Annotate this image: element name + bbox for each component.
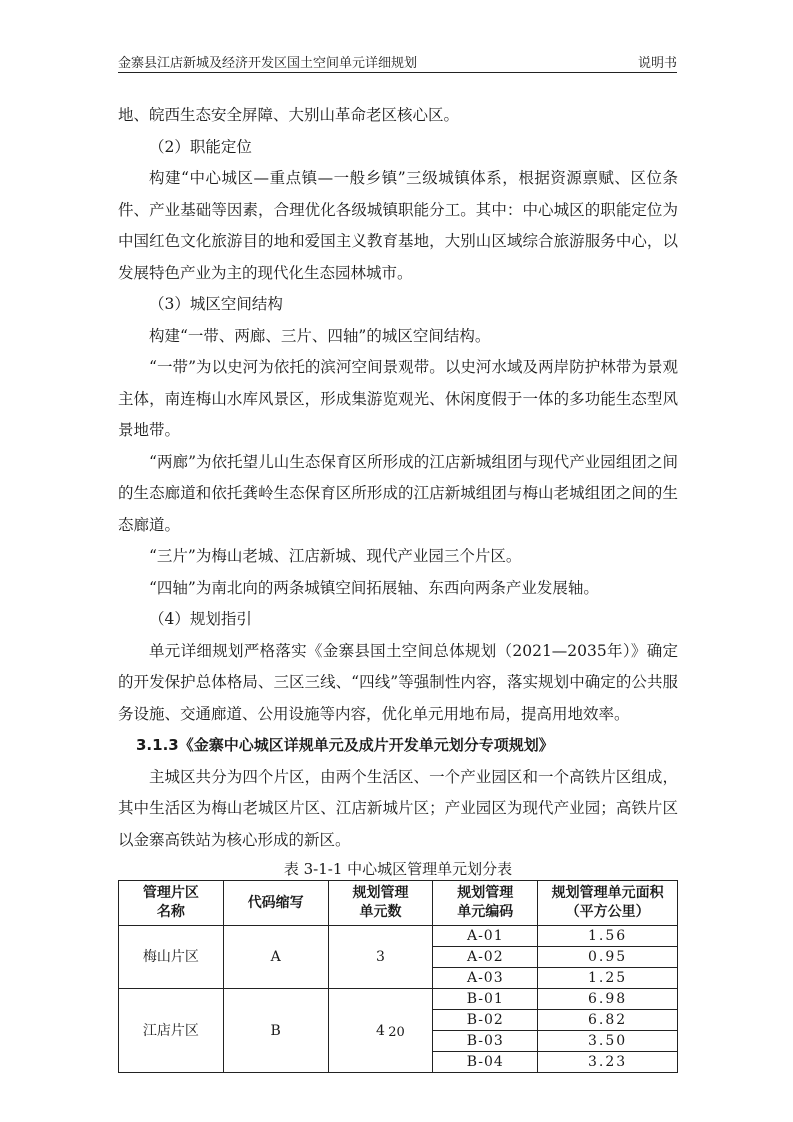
district-name: 梅山片区: [119, 926, 224, 989]
paragraph: 构建“中心城区—重点镇—一般乡镇”三级城镇体系，根据资源禀赋、区位条件、产业基础等因素，合理优化各级城镇职能分工。其中：中心城区的职能定位为中国红色文化旅游目的地和爱国主义教育基地，大别山区域综合旅游服务中心，以发展特色产业为主的现代化生态园林城市。: [118, 169, 678, 282]
subheading-structure: （3）城区空间结构: [149, 295, 283, 313]
table-row: [119, 926, 678, 947]
section-heading: 3.1.3《金寨中心城区详规单元及成片开发单元划分专项规划》: [136, 736, 554, 754]
unit-code: A-02: [433, 947, 538, 968]
column-header-code: 规划管理 单元编码: [433, 881, 538, 926]
column-header-abbr: 代码缩写: [223, 881, 328, 926]
unit-code: B-02: [433, 1010, 538, 1031]
paragraph: “四轴”为南北向的两条城镇空间拓展轴、东西向两条产业发展轴。: [149, 578, 599, 597]
unit-code: B-04: [433, 1052, 538, 1073]
unit-area: 1.25: [538, 968, 678, 989]
district-abbr: A: [223, 926, 328, 989]
page-body: [118, 100, 678, 1073]
unit-code: B-01: [433, 989, 538, 1010]
column-header-count: 规划管理 单元数: [328, 881, 433, 926]
column-header-district: 管理片区 名称: [119, 881, 224, 926]
unit-area: 1.56: [538, 926, 678, 947]
unit-code: A-01: [433, 926, 538, 947]
page-number: 20: [388, 1025, 405, 1040]
table-caption: 表 3-1-1 中心城区管理单元划分表: [283, 860, 513, 878]
subheading-function: （2）职能定位: [149, 137, 252, 156]
subheading-guidance: （4）规划指引: [149, 610, 252, 628]
table-row: [119, 989, 678, 1010]
page-header: [118, 50, 677, 73]
paragraph: 地、皖西生态安全屏障、大别山革命老区核心区。: [118, 106, 460, 124]
unit-area: 6.82: [538, 1010, 678, 1031]
paragraph: “两廊”为依托望儿山生态保育区所形成的江店新城组团与现代产业园组团之间的生态廊道和依托龚岭生态保育区所形成的江店新城组团与梅山老城组团之间的生态廊道。: [118, 452, 678, 534]
unit-code: B-03: [433, 1031, 538, 1052]
district-name: 江店片区: [119, 989, 224, 1073]
paragraph: “一带”为以史河为依托的滨河空间景观带。以史河水域及两岸防护林带为景观主体，南连梅山水库风景区，形成集游览观光、休闲度假于一体的多功能生态型风景地带。: [118, 358, 678, 439]
document-title: 金寨县江店新城及经济开发区国土空间单元详细规划: [118, 56, 418, 71]
unit-area: 0.95: [538, 947, 678, 968]
unit-count: 3: [328, 926, 433, 989]
paragraph: “三片”为梅山老城、江店新城、现代产业园三个片区。: [149, 547, 522, 565]
column-header-area: 规划管理单元面积 （平方公里）: [538, 881, 678, 926]
management-unit-table: [118, 880, 678, 1073]
table-header-row: [119, 881, 678, 926]
district-abbr: B: [223, 989, 328, 1073]
paragraph: 主城区共分为四个片区，由两个生活区、一个产业园区和一个高铁片区组成，其中生活区为梅山老城区片区、江店新城片区；产业园区为现代产业园；高铁片区以金寨高铁站为核心形成的新区。: [118, 767, 678, 849]
document-type: 说明书: [637, 56, 677, 71]
paragraph: 单元详细规划严格落实《金寨县国土空间总体规划（2021—2035年）》确定的开发保护总体格局、三区三线、“四线”等强制性内容，落实规划中确定的公共服务设施、交通廊道、公用设施等内容，优化单元用地布局，提高用地效率。: [118, 641, 678, 723]
unit-area: 6.98: [538, 989, 678, 1010]
unit-area: 3.23: [538, 1052, 678, 1073]
unit-code: A-03: [433, 968, 538, 989]
unit-count: 4: [328, 989, 433, 1073]
unit-area: 3.50: [538, 1031, 678, 1052]
paragraph: 构建“一带、两廊、三片、四轴”的城区空间结构。: [149, 326, 491, 345]
